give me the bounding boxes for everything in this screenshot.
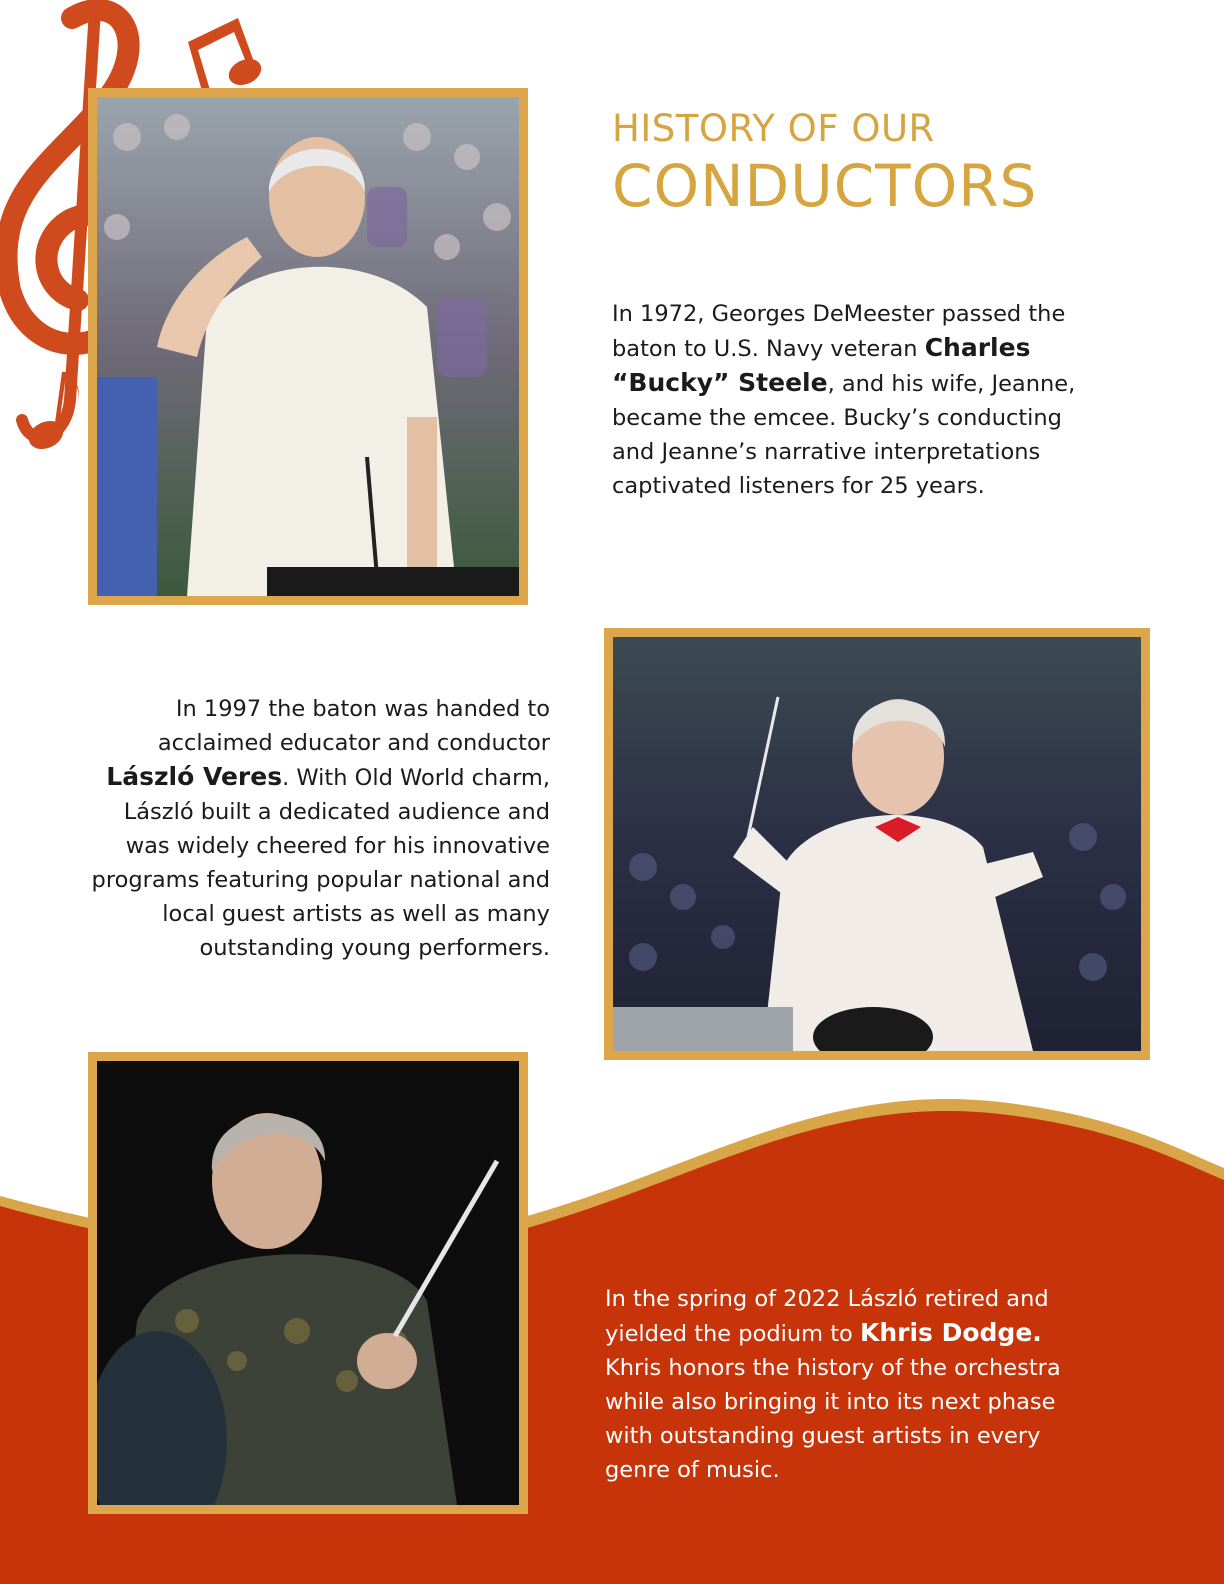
conductor-name-charles-steele: Charles “Bucky” Steele <box>612 333 1031 397</box>
paragraph-khris-dodge: In the spring of 2022 László retired and yielded the podium to Khris Dodge. Khris honors the history of the orchestra while also bringing it into its next phase with outstanding guest artists in every genre of music. <box>605 1286 1061 1483</box>
conductor-name-laszlo-veres: László Veres <box>106 762 283 791</box>
paragraph-charles-steele: In 1972, Georges DeMeester passed the baton to U.S. Navy veteran Charles “Bucky” Steele, and his wife, Jeanne, became the emcee. Bucky’s conducting and Jeanne’s narrative interpretations captivated listeners for 25 years. <box>612 301 1076 499</box>
title-line-1: HISTORY OF OUR <box>612 107 935 150</box>
title-line-2: CONDUCTORS <box>612 152 1038 220</box>
paragraph-laszlo-veres: In 1997 the baton was handed to acclaimed educator and conductor László Veres. With Old World charm, László built a dedicated audience and was widely cheered for his innovative programs featuring popular national and local guest artists as well as many outstanding young performers. <box>91 696 550 961</box>
page-title <box>612 104 1037 218</box>
photo-khris-dodge <box>88 1052 528 1514</box>
photo-charles-steele <box>88 88 528 605</box>
conductor-name-khris-dodge: Khris Dodge. <box>859 1318 1042 1347</box>
photo-laszlo-veres <box>604 628 1150 1060</box>
